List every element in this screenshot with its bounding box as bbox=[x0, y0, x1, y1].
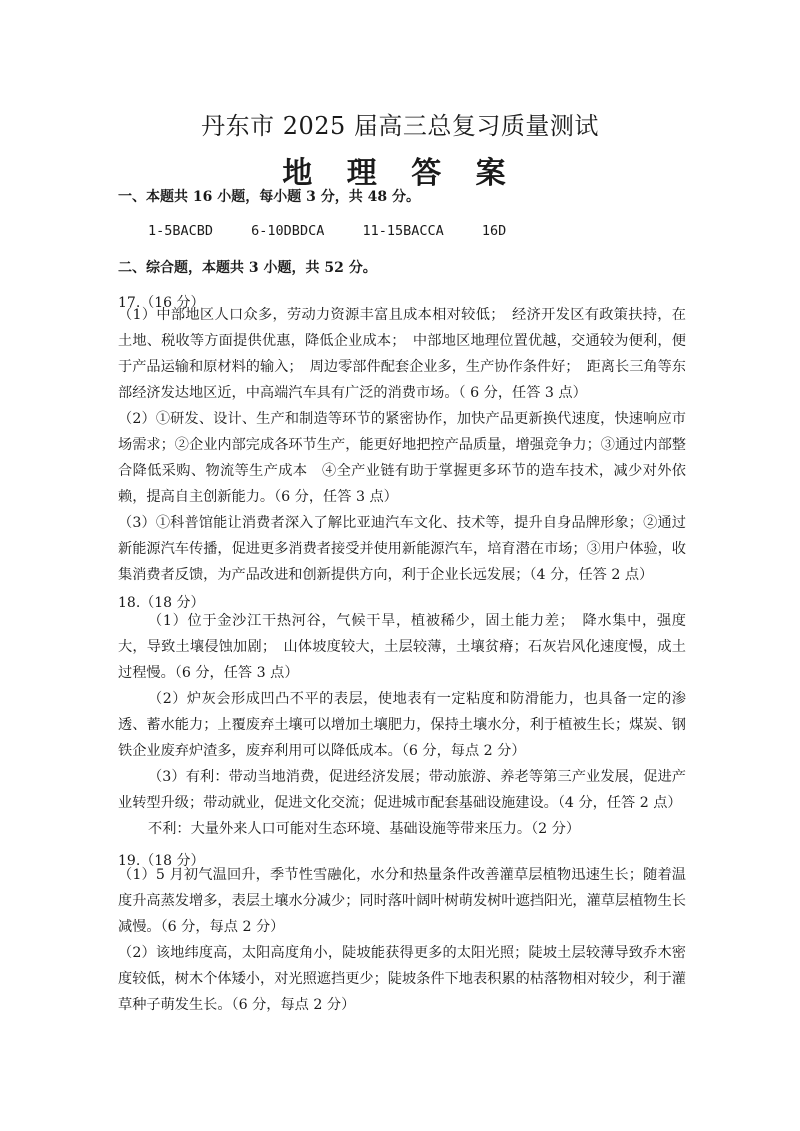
q17-part1: （1）中部地区人口众多，劳动力资源丰富且成本相对较低； 经济开发区有政策扶持，在土地、税收等方面提供优惠，降低企业成本； 中部地区地理位置优越，交通较为便利，便于产品运输和原材料的输入； 周边零部件配套企业多，生产协作条件好； 距离长三角等东部经济发达地区近，中高端汽车具有广泛的消费市场。（ 6 分，任答 3 点） bbox=[118, 307, 686, 401]
q17-heading: 17.（16 分） bbox=[118, 295, 205, 311]
answer-group: 16D bbox=[481, 223, 507, 239]
q18-part4: 不利：大量外来人口可能对生态环境、基础设施等带来压力。（2 分） bbox=[148, 821, 581, 837]
q19-part2: （2）该地纬度高，太阳高度角小，陡坡能获得更多的太阳光照；陡坡土层较薄导致乔木密度较低，树木个体矮小，对光照遮挡更少；陡坡条件下地表积累的枯落物相对较少，利于灌草种子萌发生长。（6 分，每点 2 分） bbox=[118, 945, 686, 1013]
page-title: 丹东市 2025 届高三总复习质量测试 bbox=[201, 112, 599, 140]
answer-key-row bbox=[148, 223, 536, 239]
answer-group: 11-15BACCA bbox=[362, 223, 444, 239]
answer-group: 1-5BACBD bbox=[148, 223, 214, 239]
q19-part1: （1）5 月初气温回升，季节性雪融化，水分和热量条件改善灌草层植物迅速生长；随着温度升高蒸发增多，表层土壤水分减少；同时落叶阔叶树萌发树叶遮挡阳光，灌草层植物生长减慢。（6 分，每点 2 分） bbox=[118, 867, 686, 935]
q19-heading: 19.（18 分） bbox=[118, 853, 205, 869]
q18-heading: 18.（18 分） bbox=[118, 595, 205, 611]
q18-part2: （2）炉灰会形成凹凸不平的表层，使地表有一定粘度和防滑能力，也具备一定的渗透、蓄水能力；上覆废弃土壤可以增加土壤肥力，保持土壤水分，利于植被生长；煤炭、钢铁企业废弃炉渣多，废弃利用可以降低成本。（6 分，每点 2 分） bbox=[118, 691, 686, 759]
q17-part3: （3）①科普馆能让消费者深入了解比亚迪汽车文化、技术等，提升自身品牌形象；②通过新能源汽车传播，促进更多消费者接受并使用新能源汽车，培育潜在市场；③用户体验，收集消费者反馈，为产品改进和创新提供方向，利于企业长远发展；（4 分，任答 2 点） bbox=[118, 515, 686, 583]
q17-part2: （2）①研发、设计、生产和制造等环节的紧密协作，加快产品更新换代速度，快速响应市场需求；②企业内部完成各环节生产，能更好地把控产品质量，增强竞争力；③通过内部整合降低采购、物流等生产成本 ④全产业链有助于掌握更多环节的造车技术，减少对外依赖，提高自主创新能力。（6 分，任答 3 点） bbox=[118, 411, 686, 505]
q18-part1: （1）位于金沙江干热河谷，气候干旱，植被稀少，固土能力差； 降水集中，强度大，导致土壤侵蚀加剧； 山体坡度较大，土层较薄，土壤贫瘠；石灰岩风化速度慢，成土过程慢。（6 分，任答 3 点） bbox=[118, 613, 686, 681]
answer-group: 6-10DBDCA bbox=[251, 223, 325, 239]
section1-heading: 一、本题共 16 小题，每小题 3 分，共 48 分。 bbox=[118, 189, 420, 205]
q18-part3: （3）有利：带动当地消费，促进经济发展；带动旅游、养老等第三产业发展，促进产业转型升级；带动就业，促进文化交流；促进城市配套基础设施建设。（4 分，任答 2 点） bbox=[118, 769, 686, 811]
page-subtitle: 地 理 答 案 bbox=[282, 156, 518, 191]
section2-heading: 二、综合题，本题共 3 小题，共 52 分。 bbox=[118, 260, 377, 276]
